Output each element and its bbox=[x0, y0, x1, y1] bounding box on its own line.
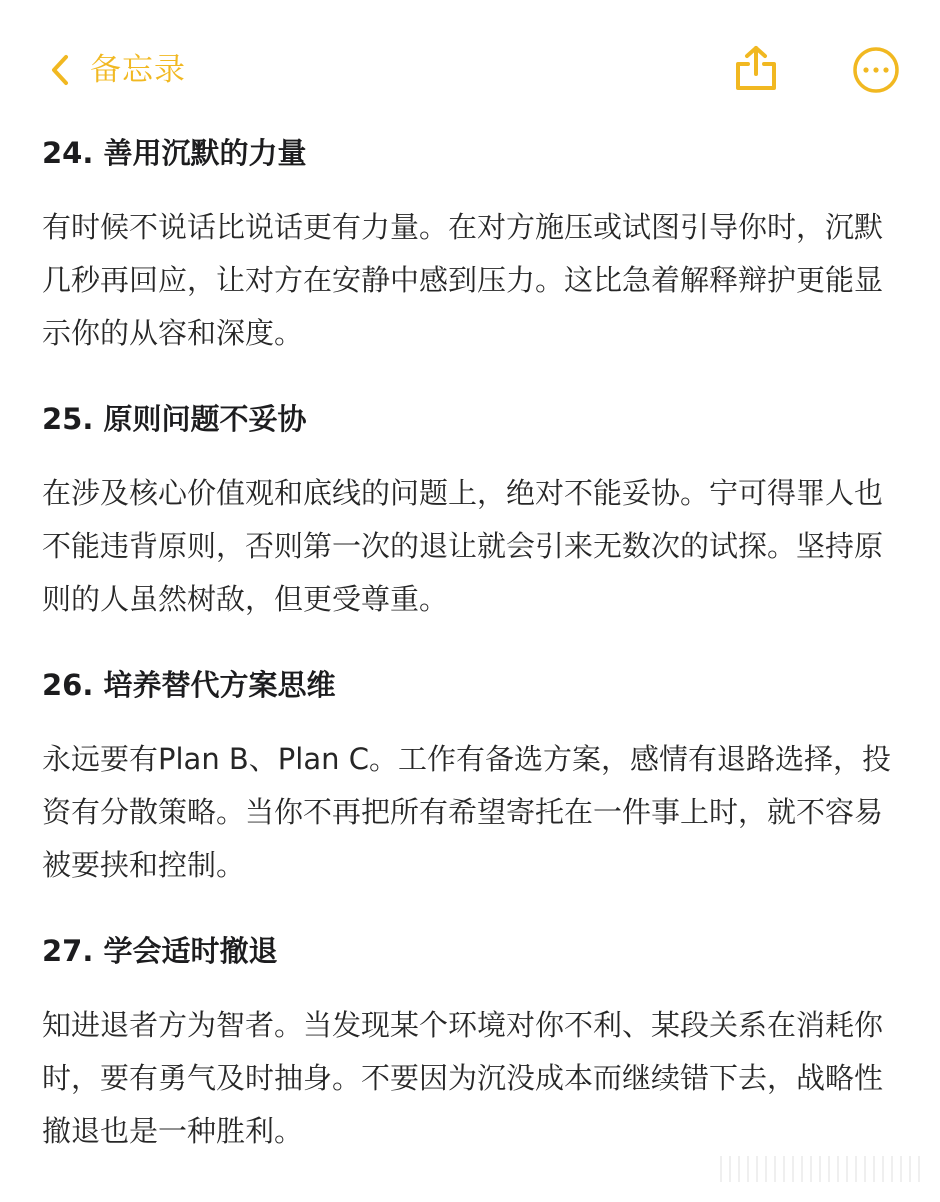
section-paragraph: 在涉及核心价值观和底线的问题上，绝对不能妥协。宁可得罪人也不能违背原则，否则第一次的退让就会引来无数次的试探。坚持原则的人虽然树敌，但更受尊重。 bbox=[42, 476, 884, 616]
section-paragraph: 知进退者方为智者。当发现某个环境对你不利、某段关系在消耗你时，要有勇气及时抽身。不要因为沉没成本而继续错下去，战略性撤退也是一种胜利。 bbox=[42, 1008, 884, 1148]
note-content[interactable] bbox=[42, 128, 910, 1158]
ellipsis-circle-icon bbox=[852, 46, 900, 94]
note-section bbox=[42, 926, 910, 1158]
back-label: 备忘录 bbox=[90, 52, 186, 88]
section-heading: 27. 学会适时撤退 bbox=[42, 934, 278, 968]
navigation-bar bbox=[0, 0, 940, 120]
section-paragraph: 永远要有Plan B、Plan C。工作有备选方案，感情有退路选择，投资有分散策略。当你不再把所有希望寄托在一件事上时，就不容易被要挟和控制。 bbox=[42, 742, 891, 882]
back-button[interactable] bbox=[50, 46, 186, 94]
note-section bbox=[42, 394, 910, 626]
section-paragraph: 有时候不说话比说话更有力量。在对方施压或试图引导你时，沉默几秒再回应，让对方在安静中感到压力。这比急着解释辩护更能显示你的从容和深度。 bbox=[42, 210, 884, 350]
section-heading: 24. 善用沉默的力量 bbox=[42, 136, 307, 170]
section-heading: 25. 原则问题不妥协 bbox=[42, 402, 307, 436]
note-section bbox=[42, 128, 910, 360]
share-icon bbox=[734, 44, 778, 92]
section-heading: 26. 培养替代方案思维 bbox=[42, 668, 336, 702]
share-button[interactable] bbox=[734, 44, 778, 92]
watermark bbox=[720, 1156, 920, 1182]
note-section bbox=[42, 660, 910, 892]
more-button[interactable] bbox=[852, 46, 900, 94]
chevron-left-icon bbox=[50, 53, 70, 87]
